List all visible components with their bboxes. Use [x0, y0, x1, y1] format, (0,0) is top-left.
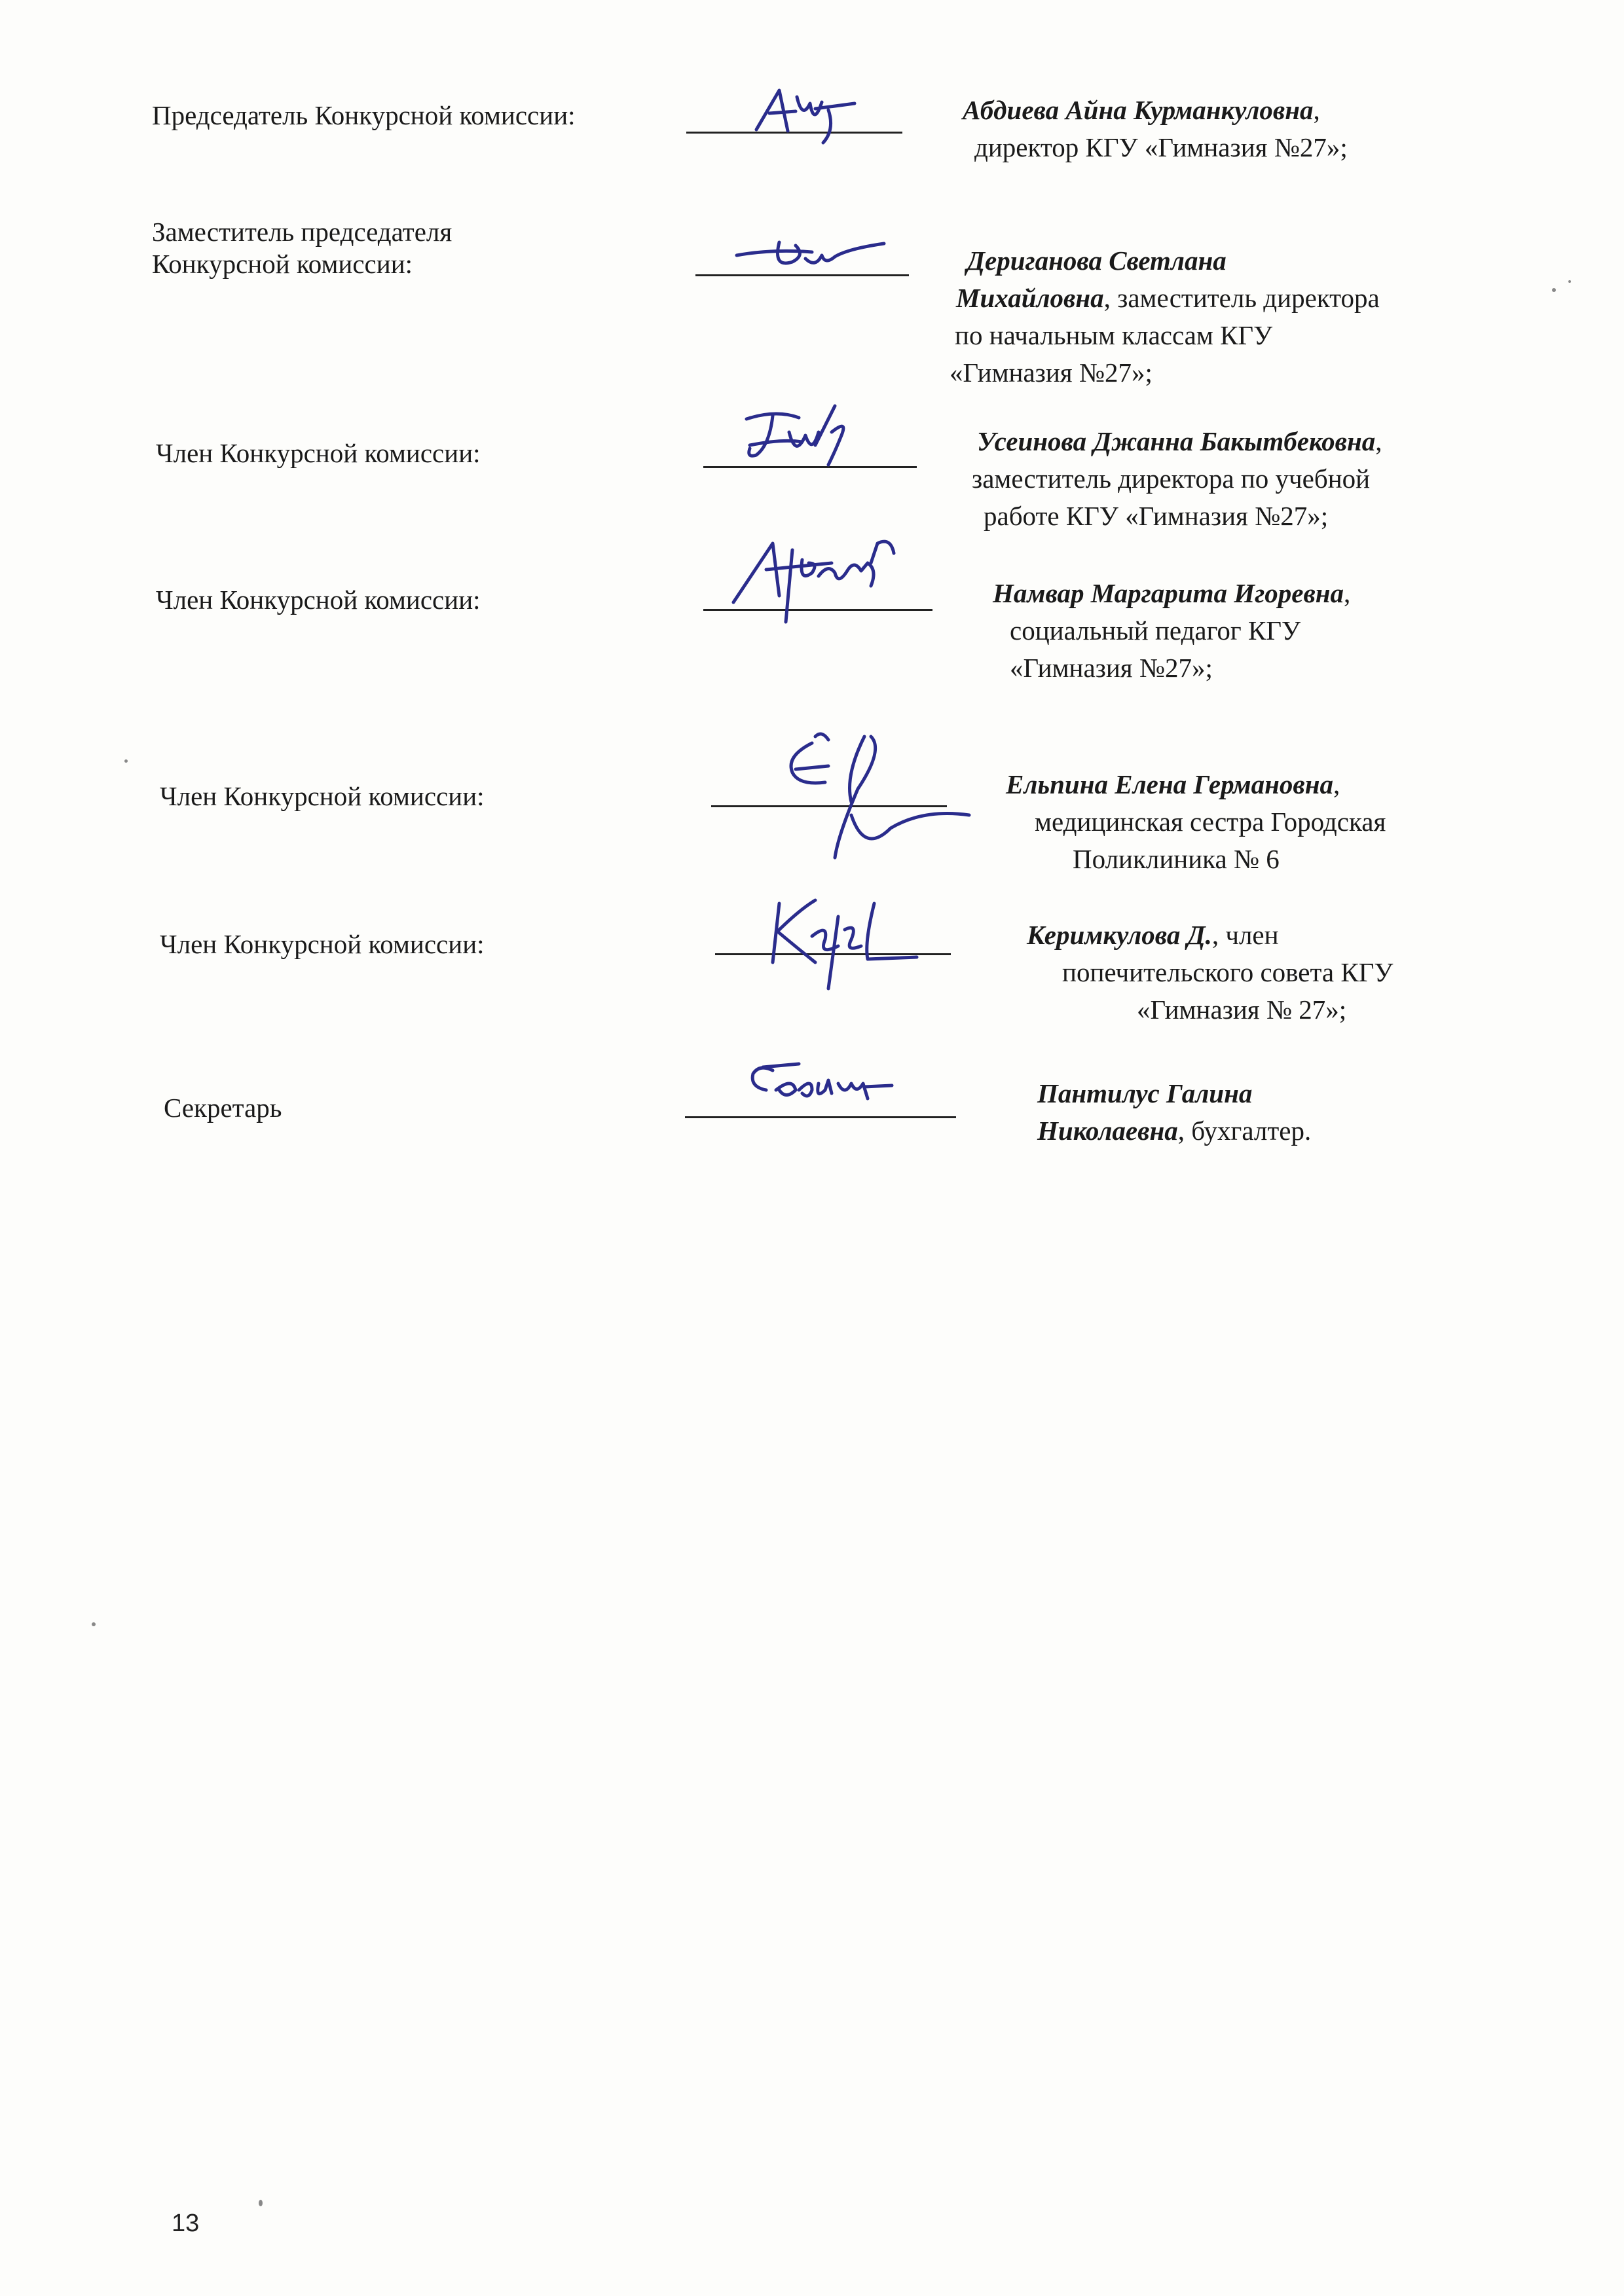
scan-speck	[92, 1622, 96, 1626]
signature-pantilus-icon	[740, 1054, 930, 1120]
signature-kerimkulova-icon	[753, 884, 930, 995]
member-name: Абдиева Айна Курманкуловна	[963, 95, 1314, 125]
role-member: Член Конкурсной комиссии:	[156, 438, 481, 468]
signature-useinova-icon	[737, 393, 887, 478]
member-deriganova: Дериганова Светлана Михайловна, заместитель директора по начальным классам КГУ «Гимназия №27»;	[950, 246, 1380, 388]
scan-speck	[124, 759, 128, 763]
member-name: Усеинова Джанна Бакытбековна	[977, 426, 1376, 456]
role-chairman: Председатель Конкурсной комиссии:	[152, 100, 576, 130]
member-kerimkulova: Керимкулова Д., член попечительского совета КГУ «Гимназия № 27»;	[1027, 920, 1393, 1025]
member-name: Пантилус Галина	[1037, 1078, 1253, 1108]
member-name: Дериганова Светлана	[967, 246, 1227, 276]
scan-speck	[1552, 288, 1556, 292]
member-useinova: Усеинова Джанна Бакытбековна, заместитель директора по учебной работе КГУ «Гимназия №27»;	[972, 426, 1382, 531]
role-deputy-chairman: Заместитель председателя Конкурсной комиссии:	[152, 217, 452, 280]
role-member: Член Конкурсной комиссии:	[160, 781, 485, 811]
role-member: Член Конкурсной комиссии:	[160, 929, 485, 959]
member-name: Ельпина Елена Германовна	[1006, 769, 1333, 799]
signature-deriganova-icon	[733, 229, 891, 282]
scan-speck	[259, 2200, 263, 2206]
role-secretary: Секретарь	[164, 1093, 282, 1123]
signature-elpina-icon	[773, 723, 989, 867]
scan-speck	[1568, 280, 1571, 283]
signature-abdieva-icon	[750, 84, 881, 146]
role-member: Член Конкурсной комиссии:	[156, 585, 481, 615]
member-namvar: Намвар Маргарита Игоревна, социальный педагог КГУ «Гимназия №27»;	[993, 578, 1351, 683]
member-elpina: Ельпина Елена Германовна, медицинская сестра Городская Поликлиника № 6	[1006, 769, 1386, 874]
member-name: Керимкулова Д.	[1027, 920, 1212, 950]
member-pantilus: Пантилус Галина Николаевна, бухгалтер.	[1037, 1078, 1312, 1146]
signature-namvar-icon	[720, 524, 917, 629]
page-number: 13	[172, 2210, 200, 2237]
member-name: Намвар Маргарита Игоревна	[993, 578, 1344, 608]
member-abdieva: Абдиева Айна Курманкуловна, директор КГУ «Гимназия №27»;	[963, 95, 1348, 162]
